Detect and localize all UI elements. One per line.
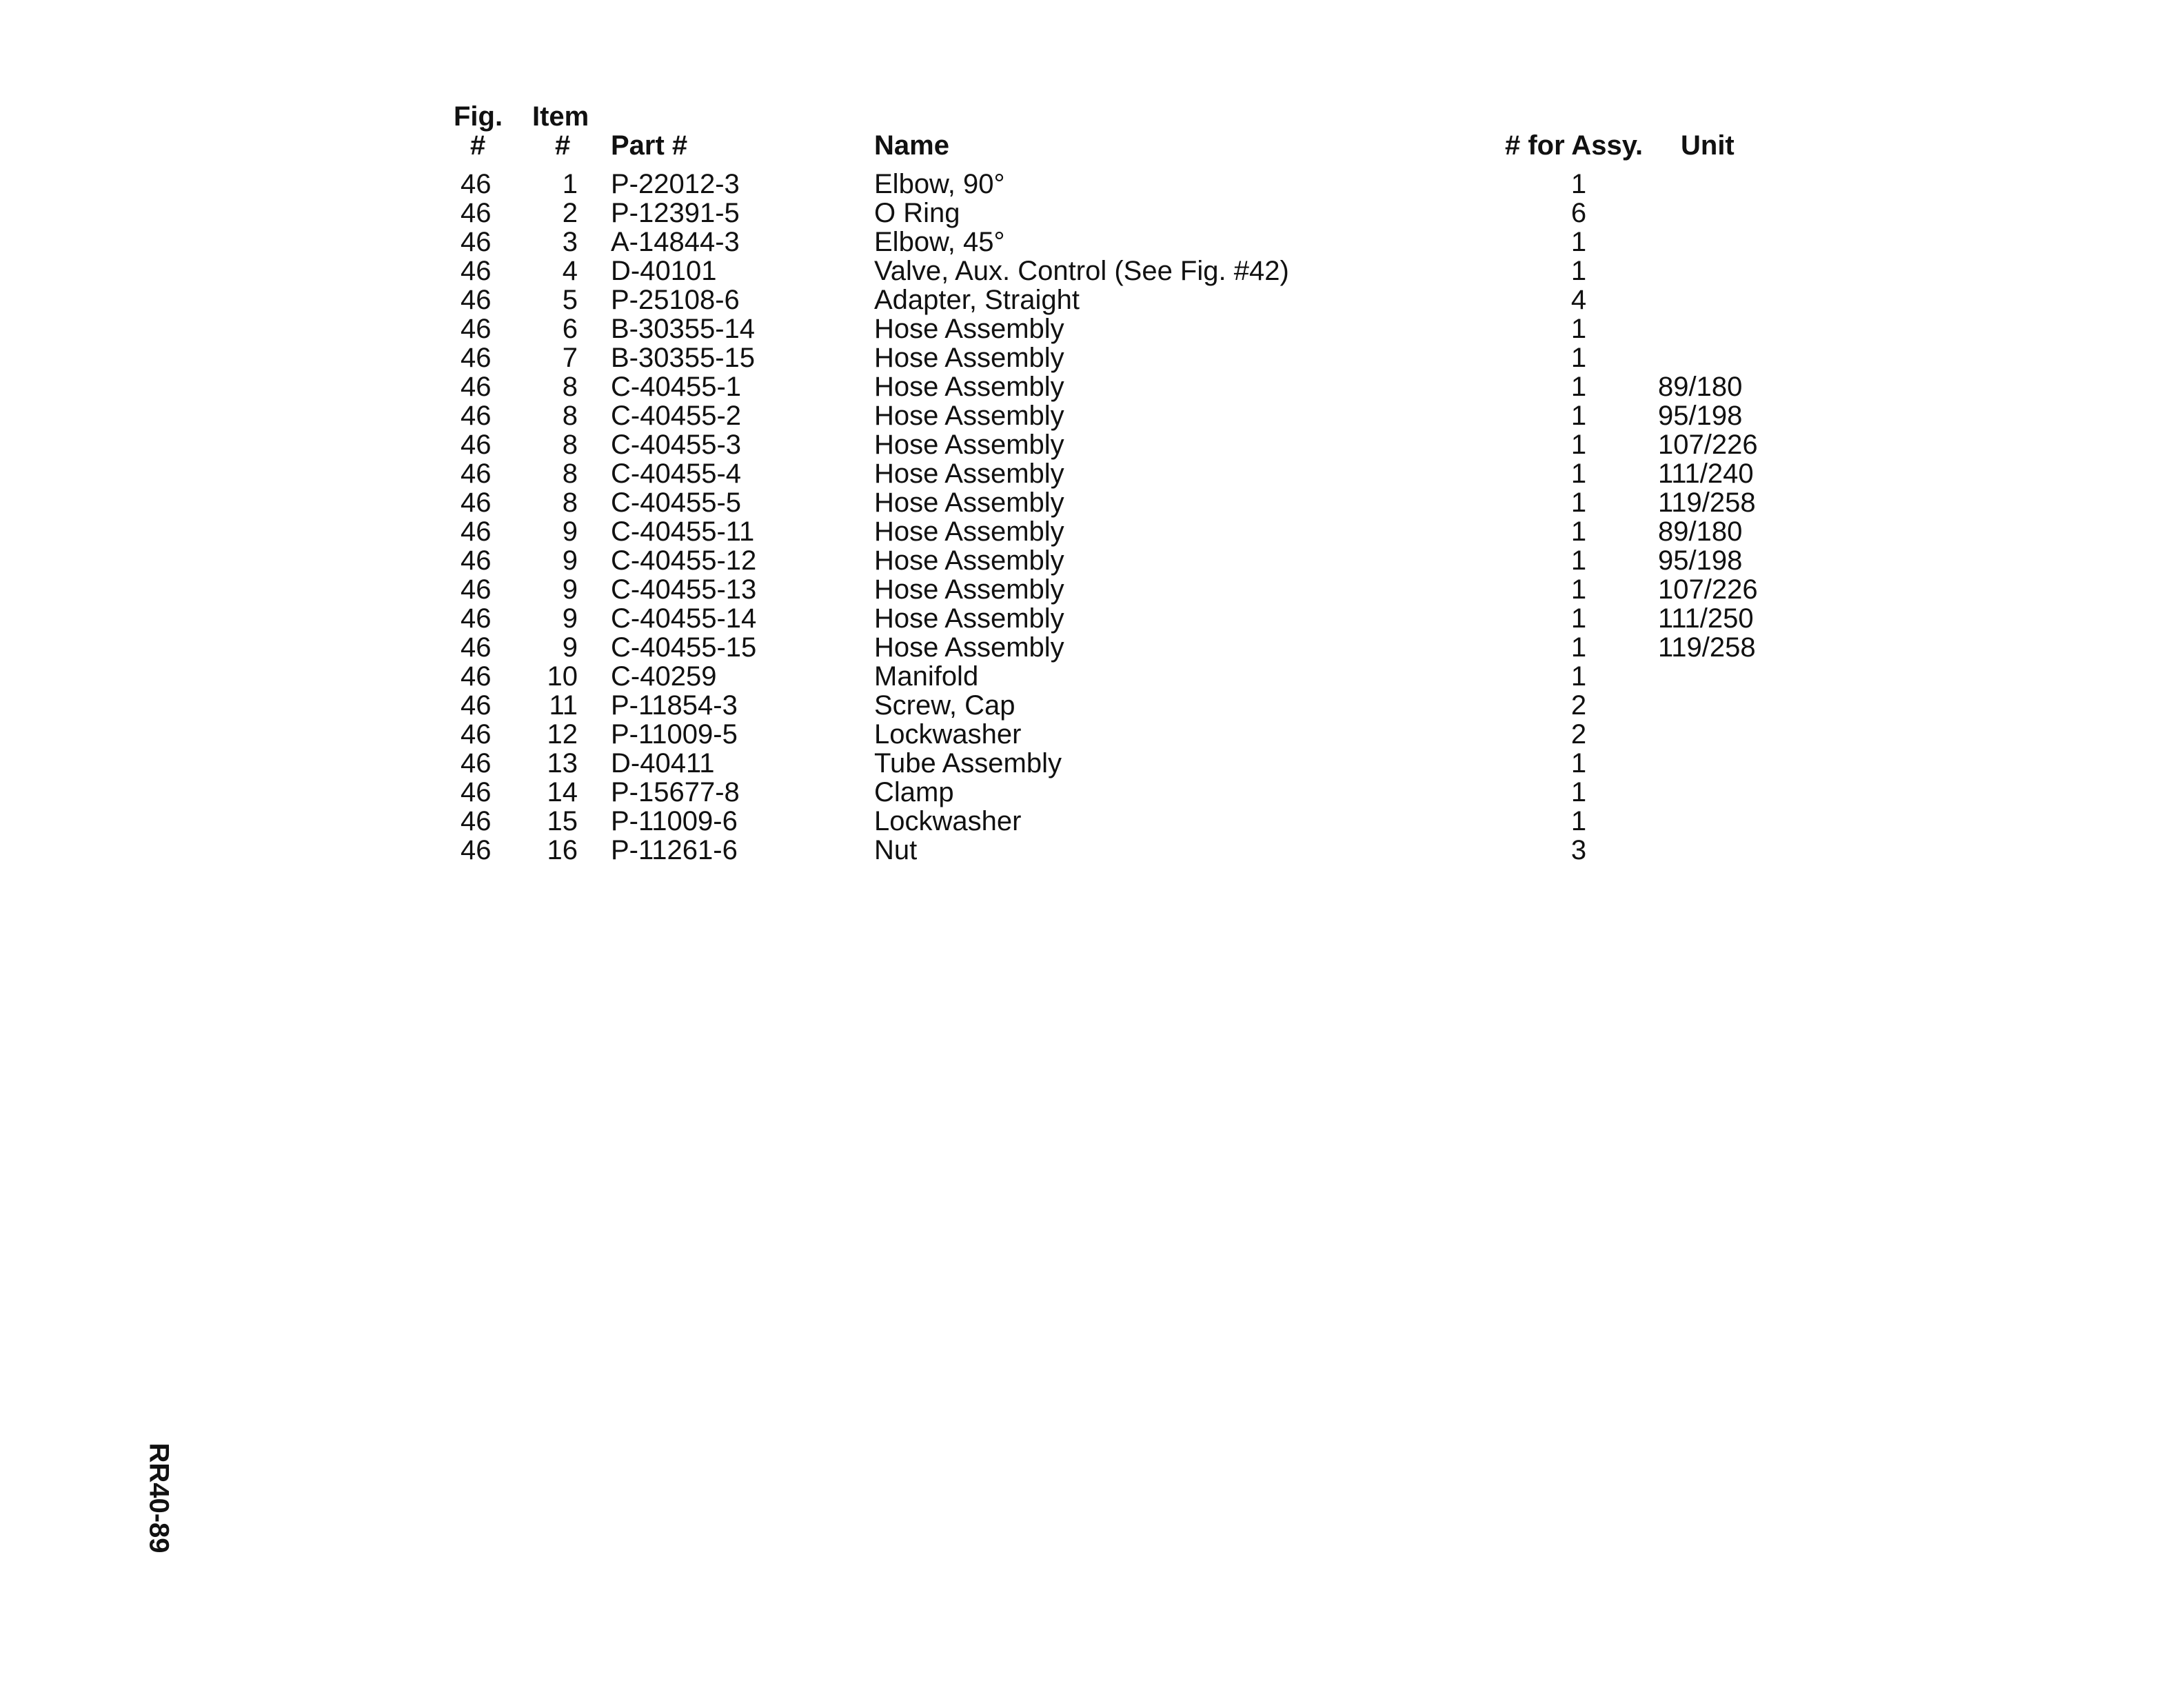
cell-part: C-40455-3 [611, 430, 742, 460]
cell-part: C-40455-15 [611, 632, 757, 663]
cell-name: Clamp [874, 777, 954, 807]
cell-unit: 119/258 [1658, 632, 1756, 663]
cell-name: Lockwasher [874, 806, 1022, 836]
header-fig: Fig. [454, 101, 503, 132]
cell-name: Hose Assembly [874, 314, 1064, 344]
cell-name: Hose Assembly [874, 430, 1064, 460]
cell-part: P-11009-6 [611, 806, 738, 836]
header-item: Item [532, 101, 589, 132]
header-qty-for-assy: # for Assy. [1505, 130, 1644, 161]
cell-item: 12 [547, 719, 578, 750]
cell-fig: 46 [461, 632, 492, 663]
cell-part: D-40101 [611, 256, 717, 286]
cell-fig: 46 [461, 574, 492, 605]
cell-qty: 6 [1570, 198, 1587, 228]
table-row [0, 488, 2184, 517]
cell-item: 6 [562, 314, 578, 344]
cell-part: C-40455-5 [611, 488, 742, 518]
cell-part: P-12391-5 [611, 198, 740, 228]
cell-name: Hose Assembly [874, 632, 1064, 663]
header-fig-number: # [470, 130, 486, 161]
cell-item: 8 [562, 488, 578, 518]
cell-item: 8 [562, 401, 578, 431]
table-row [0, 546, 2184, 575]
cell-name: Valve, Aux. Control (See Fig. #42) [874, 256, 1289, 286]
cell-item: 9 [562, 516, 578, 547]
table-row [0, 285, 2184, 314]
cell-item: 9 [562, 632, 578, 663]
cell-fig: 46 [461, 372, 492, 402]
cell-part: C-40455-14 [611, 603, 757, 634]
table-row [0, 372, 2184, 401]
cell-name: Screw, Cap [874, 690, 1015, 721]
cell-part: C-40455-1 [611, 372, 742, 402]
cell-part: P-25108-6 [611, 285, 740, 315]
cell-unit: 95/198 [1658, 401, 1743, 431]
cell-fig: 46 [461, 719, 492, 750]
cell-name: O Ring [874, 198, 960, 228]
cell-qty: 1 [1570, 401, 1587, 431]
cell-part: P-15677-8 [611, 777, 740, 807]
table-row [0, 343, 2184, 372]
cell-unit: 89/180 [1658, 516, 1743, 547]
cell-item: 3 [562, 227, 578, 257]
cell-item: 11 [549, 690, 578, 721]
table-row [0, 720, 2184, 749]
table-row [0, 459, 2184, 488]
table-row [0, 662, 2184, 691]
cell-qty: 1 [1570, 777, 1587, 807]
cell-part: C-40455-11 [611, 516, 755, 547]
cell-fig: 46 [461, 430, 492, 460]
cell-name: Hose Assembly [874, 343, 1064, 373]
cell-qty: 1 [1570, 169, 1587, 199]
cell-item: 15 [547, 806, 578, 836]
table-row [0, 199, 2184, 228]
cell-item: 4 [562, 256, 578, 286]
cell-item: 1 [562, 169, 578, 199]
cell-qty: 1 [1570, 314, 1587, 344]
cell-item: 9 [562, 603, 578, 634]
cell-part: D-40411 [611, 748, 715, 778]
cell-name: Tube Assembly [874, 748, 1062, 778]
cell-item: 2 [562, 198, 578, 228]
cell-qty: 1 [1570, 748, 1587, 778]
cell-qty: 3 [1570, 835, 1587, 865]
cell-qty: 2 [1570, 690, 1587, 721]
cell-fig: 46 [461, 806, 492, 836]
cell-fig: 46 [461, 459, 492, 489]
cell-fig: 46 [461, 748, 492, 778]
cell-qty: 1 [1570, 661, 1587, 692]
cell-fig: 46 [461, 256, 492, 286]
cell-fig: 46 [461, 198, 492, 228]
cell-fig: 46 [461, 285, 492, 315]
cell-name: Hose Assembly [874, 574, 1064, 605]
cell-name: Hose Assembly [874, 372, 1064, 402]
cell-unit: 89/180 [1658, 372, 1743, 402]
cell-part: C-40455-13 [611, 574, 757, 605]
cell-item: 7 [562, 343, 578, 373]
cell-name: Hose Assembly [874, 488, 1064, 518]
header-item-number: # [555, 130, 571, 161]
cell-qty: 1 [1570, 603, 1587, 634]
header-name: Name [874, 130, 949, 161]
cell-name: Adapter, Straight [874, 285, 1080, 315]
cell-name: Manifold [874, 661, 979, 692]
cell-part: C-40455-2 [611, 401, 742, 431]
table-row [0, 836, 2184, 865]
cell-part: B-30355-15 [611, 343, 756, 373]
cell-part: C-40259 [611, 661, 717, 692]
cell-qty: 1 [1570, 632, 1587, 663]
cell-name: Hose Assembly [874, 459, 1064, 489]
cell-name: Elbow, 45° [874, 227, 1005, 257]
cell-item: 5 [562, 285, 578, 315]
cell-fig: 46 [461, 690, 492, 721]
cell-unit: 119/258 [1658, 488, 1756, 518]
cell-fig: 46 [461, 777, 492, 807]
cell-fig: 46 [461, 343, 492, 373]
cell-name: Hose Assembly [874, 603, 1064, 634]
cell-qty: 4 [1570, 285, 1587, 315]
table-row [0, 807, 2184, 836]
table-row [0, 401, 2184, 430]
cell-name: Hose Assembly [874, 401, 1064, 431]
cell-item: 9 [562, 545, 578, 576]
cell-name: Hose Assembly [874, 516, 1064, 547]
cell-fig: 46 [461, 516, 492, 547]
table-row [0, 604, 2184, 633]
cell-qty: 1 [1570, 574, 1587, 605]
cell-qty: 1 [1570, 256, 1587, 286]
cell-qty: 1 [1570, 545, 1587, 576]
cell-fig: 46 [461, 227, 492, 257]
page-code: RR40-89 [143, 1443, 174, 1554]
cell-name: Lockwasher [874, 719, 1022, 750]
cell-fig: 46 [461, 169, 492, 199]
cell-fig: 46 [461, 835, 492, 865]
cell-unit: 111/240 [1658, 459, 1754, 489]
cell-item: 16 [547, 835, 578, 865]
cell-fig: 46 [461, 603, 492, 634]
header-part-number: Part # [611, 130, 688, 161]
table-row [0, 430, 2184, 459]
cell-unit: 111/250 [1658, 603, 1754, 634]
cell-item: 14 [547, 777, 578, 807]
cell-part: A-14844-3 [611, 227, 740, 257]
cell-fig: 46 [461, 661, 492, 692]
cell-qty: 1 [1570, 488, 1587, 518]
cell-qty: 2 [1570, 719, 1587, 750]
cell-unit: 95/198 [1658, 545, 1743, 576]
cell-name: Nut [874, 835, 918, 865]
table-row [0, 633, 2184, 662]
cell-fig: 46 [461, 401, 492, 431]
cell-part: P-22012-3 [611, 169, 740, 199]
table-row [0, 575, 2184, 604]
cell-item: 8 [562, 430, 578, 460]
cell-item: 13 [547, 748, 578, 778]
cell-qty: 1 [1570, 430, 1587, 460]
cell-part: B-30355-14 [611, 314, 756, 344]
cell-qty: 1 [1570, 227, 1587, 257]
table-row [0, 314, 2184, 343]
cell-qty: 1 [1570, 372, 1587, 402]
cell-item: 8 [562, 372, 578, 402]
table-row [0, 691, 2184, 720]
table-row [0, 170, 2184, 199]
cell-name: Hose Assembly [874, 545, 1064, 576]
cell-part: P-11854-3 [611, 690, 738, 721]
table-row [0, 749, 2184, 778]
cell-qty: 1 [1570, 806, 1587, 836]
cell-part: C-40455-4 [611, 459, 742, 489]
cell-qty: 1 [1570, 343, 1587, 373]
cell-unit: 107/226 [1658, 574, 1758, 605]
cell-item: 9 [562, 574, 578, 605]
cell-item: 10 [547, 661, 578, 692]
table-row [0, 778, 2184, 807]
table-row [0, 228, 2184, 257]
header-unit: Unit [1681, 130, 1735, 161]
cell-fig: 46 [461, 545, 492, 576]
cell-qty: 1 [1570, 459, 1587, 489]
cell-name: Elbow, 90° [874, 169, 1005, 199]
table-row [0, 517, 2184, 546]
cell-unit: 107/226 [1658, 430, 1758, 460]
cell-item: 8 [562, 459, 578, 489]
cell-fig: 46 [461, 314, 492, 344]
table-row [0, 257, 2184, 285]
cell-part: P-11009-5 [611, 719, 738, 750]
cell-part: P-11261-6 [611, 835, 738, 865]
cell-fig: 46 [461, 488, 492, 518]
cell-part: C-40455-12 [611, 545, 757, 576]
cell-qty: 1 [1570, 516, 1587, 547]
